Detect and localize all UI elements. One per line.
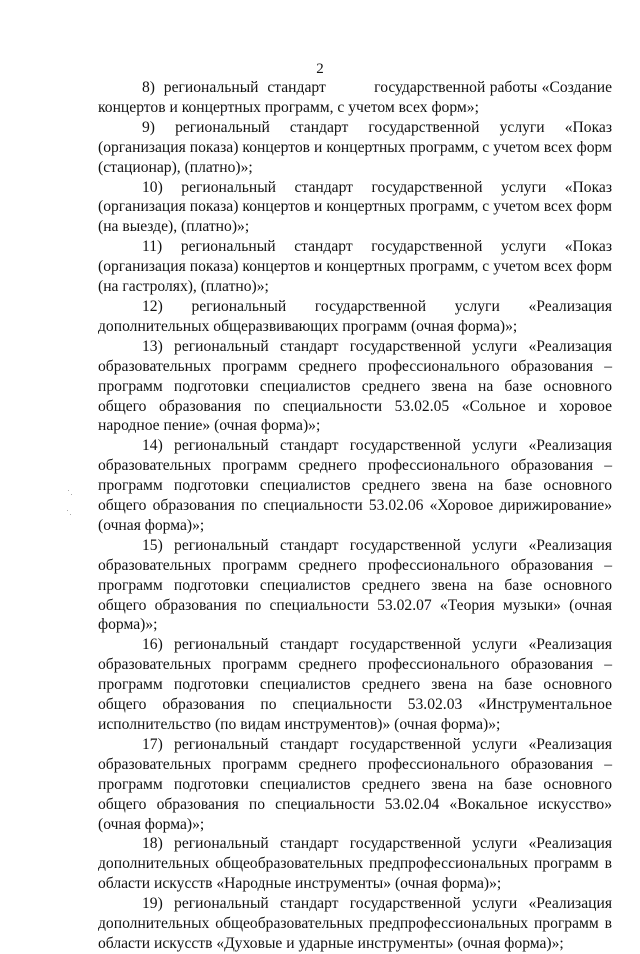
scan-specks	[66, 488, 76, 518]
page-number: 2	[316, 61, 324, 77]
list-item-13: 13) региональный стандарт государственной услуги «Реализация образовательных программ среднего профессионального образования – программ подготовки специалистов среднего звена на базе основного общего образования по специальности 53.02.05 «Сольное и хоровое народное пение» (очная форма)»;	[98, 337, 612, 435]
list-item-17: 17) региональный стандарт государственной услуги «Реализация образовательных программ среднего профессионального образования – программ подготовки специалистов среднего звена на базе основного общего образования по специальности 53.02.04 «Вокальное искусство» (очная форма)»;	[98, 735, 612, 833]
list-item-9: 9) региональный стандарт государственной услуги «Показ (организация показа) концертов и концертных программ, с учетом всех форм (стационар), (платно)»;	[98, 118, 612, 176]
list-item-11: 11) региональный стандарт государственной услуги «Показ (организация показа) концертов и концертных программ, с учетом всех форм (на гастролях), (платно)»;	[98, 238, 612, 296]
list-item-12: 12) региональный государственной услуги «Реализация дополнительных общеразвивающих программ (очная форма)»;	[98, 297, 612, 335]
list-item-8: 8) региональный стандарт государственной работы «Создание концертов и концертных программ, с учетом всех форм»;	[98, 79, 612, 116]
document-body	[98, 78, 612, 954]
list-item-19: 19) региональный стандарт государственной услуги «Реализация дополнительных общеобразовательных предпрофессиональных программ в области искусств «Духовые и ударные инструменты» (очная форма)»;	[98, 895, 612, 952]
list-item-14: 14) региональный стандарт государственной услуги «Реализация образовательных программ среднего профессионального образования – программ подготовки специалистов среднего звена на базе основного общего образования по специальности 53.02.06 «Хоровое дирижирование» (очная форма)»;	[98, 437, 612, 534]
list-item-15: 15) региональный стандарт государственной услуги «Реализация образовательных программ среднего профессионального образования – программ подготовки специалистов среднего звена на базе основного общего образования по специальности 53.02.07 «Теория музыки» (очная форма)»;	[98, 536, 612, 634]
list-item-18: 18) региональный стандарт государственной услуги «Реализация дополнительных общеобразовательных предпрофессиональных программ в области искусств «Народные инструменты» (очная форма)»;	[98, 835, 612, 893]
list-item-16: 16) региональный стандарт государственной услуги «Реализация образовательных программ среднего профессионального образования – программ подготовки специалистов среднего звена на базе основного общего образования по специальности 53.02.03 «Инструментальное исполнительство (по видам инструментов)» (очная форма)»;	[98, 636, 612, 733]
list-item-10: 10) региональный стандарт государственной услуги «Показ (организация показа) концертов и концертных программ, с учетом всех форм (на выезде), (платно)»;	[98, 178, 612, 236]
